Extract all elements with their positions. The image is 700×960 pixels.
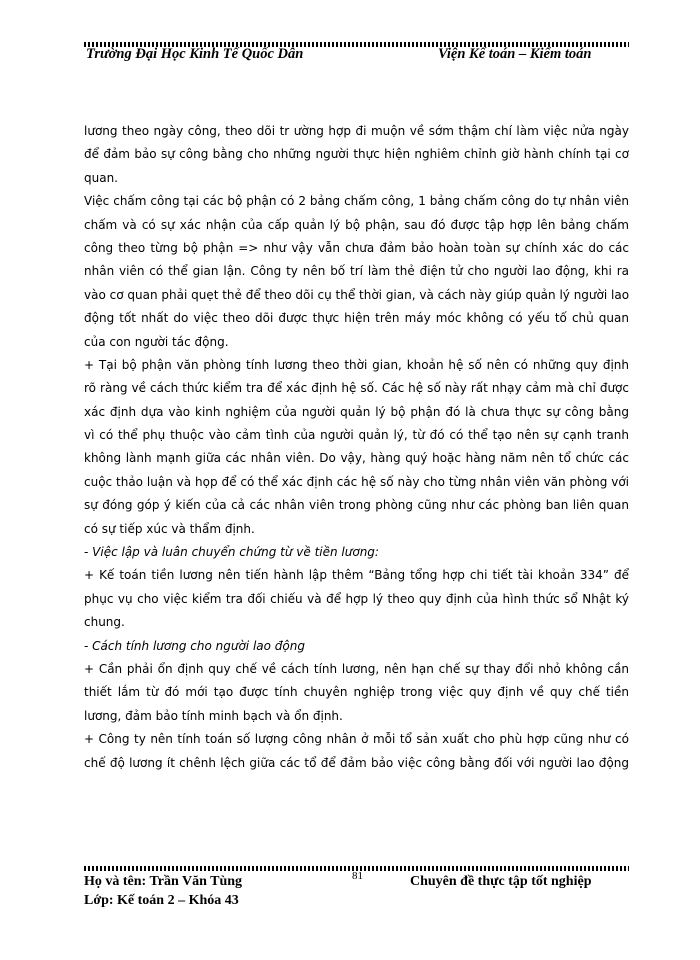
- footer-report-title: Chuyên đề thực tập tốt nghiệp: [410, 874, 592, 889]
- body-line: - Cách tính lương cho người lao động: [84, 638, 305, 653]
- body-line: Việc chấm công tại các bộ phận có 2 bảng chấm công, 1 bảng chấm công do tự nhân viên: [84, 194, 629, 209]
- header-institute: Viện Kế toán – Kiểm toán: [438, 46, 592, 62]
- body-line: để đảm bảo sự công bằng cho những người thực hiện nghiêm chỉnh giờ hành chính tại cơ: [84, 147, 629, 162]
- body-line: quan.: [84, 170, 118, 185]
- body-line: phục vụ cho việc kiểm tra đối chiếu và để hợp lý theo quy định của hình thức sổ Nhật ký: [84, 591, 629, 606]
- body-line: + Kế toán tiền lương nên tiến hành lập thêm “Bảng tổng hợp chi tiết tài khoản 334” để: [84, 568, 629, 583]
- body-line: công theo từng bộ phận => như vậy vẫn chưa đảm bảo hoàn toàn sự chính xác do các: [84, 240, 629, 255]
- body-line: động tốt nhất do việc theo dõi được thực hiện trên máy móc không có yếu tố chủ quan: [84, 311, 629, 326]
- body-line: lương, đảm bảo tính minh bạch và ổn định.: [84, 708, 343, 723]
- body-line: + Cần phải ổn định quy chế về cách tính lương, nên hạn chế sự thay đổi nhỏ không cần: [84, 661, 629, 676]
- body-line: - Việc lập và luân chuyển chứng từ về tiền lương:: [84, 545, 379, 560]
- body-line: + Công ty nên tính toán số lượng công nhân ở mỗi tổ sản xuất cho phù hợp cũng như có: [84, 732, 629, 747]
- body-line: lương theo ngày công, theo dõi tr ường hợp đi muộn về sớm thậm chí làm việc nửa ngày: [84, 124, 629, 138]
- body-line: vào cơ quan phải quẹt thẻ để theo dõi cụ thể thời gian, và cách này giúp quản lý người lao: [84, 287, 630, 302]
- body-line: của con người tác động.: [84, 334, 229, 349]
- body-line: không lành mạnh giữa các nhân viên. Do vậy, hàng quý hoặc hàng năm nên tổ chức các: [84, 451, 629, 466]
- body-line: rõ ràng về cách thức kiểm tra để xác định hệ số. Các hệ số này rất nhạy cảm mà chỉ được: [84, 381, 629, 396]
- body-line: nhân viên có thể gian lận. Công ty nên bố trí làm thẻ điện tử cho người lao động, khi ra: [84, 264, 629, 279]
- body-line: cuộc thảo luận và họp để có thể xác định các hệ số này cho từng nhân viên văn phòng với: [84, 474, 629, 489]
- body-line: có sự tiếp xúc và thẩm định.: [84, 521, 255, 536]
- body-line: chung.: [84, 615, 125, 630]
- body-line: thiết lắm từ đó mới tạo được tính chuyên nghiệp trong việc quy định về quy chế tiền: [84, 685, 629, 700]
- body-text: [84, 120, 629, 775]
- body-line: vì có thể phụ thuộc vào cảm tình của người quản lý, từ đó có thể tạo nên sự cạnh tranh: [84, 428, 629, 443]
- page-number: 81: [352, 870, 363, 882]
- footer-author-name: Họ và tên: Trần Văn Tùng: [84, 874, 243, 889]
- body-line: chế độ lương ít chênh lệch giữa các tổ để đảm bảo việc công bằng đối với người lao động: [84, 755, 629, 770]
- body-line: sự đóng góp ý kiến của cả các nhân viên trong phòng cũng như các phòng ban liên quan: [84, 498, 629, 513]
- header-university: Trường Đại Học Kinh Tế Quốc Dân: [86, 46, 304, 62]
- body-line: xác định dựa vào kinh nghiệm của người quản lý bộ phận đó là chưa thực sự công bằng: [84, 404, 629, 419]
- footer-class: Lớp: Kế toán 2 – Khóa 43: [84, 893, 239, 908]
- body-line: + Tại bộ phận văn phòng tính lương theo thời gian, khoản hệ số nên có những quy định: [84, 357, 629, 372]
- body-line: chấm và có sự xác nhận của cấp quản lý bộ phận, sau đó được tập hợp lên bảng chấm: [84, 217, 629, 232]
